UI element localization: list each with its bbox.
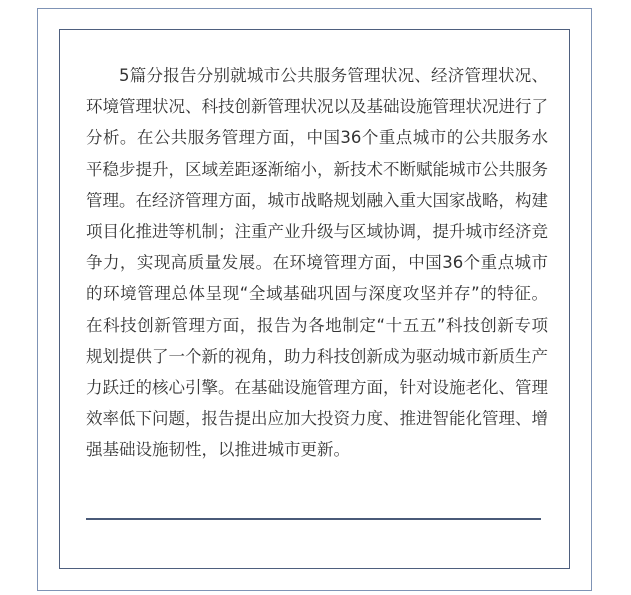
article-paragraph: 5篇分报告分别就城市公共服务管理状况、经济管理状况、环境管理状况、科技创新管理状况以及基础设施管理状况进行了分析。在公共服务管理方面，中国36个重点城市的公共服务水平稳步提升，区域差距逐渐缩小，新技术不断赋能城市公共服务管理。在经济管理方面，城市战略规划融入重大国家战略，构建项目化推进等机制；注重产业升级与区域协调，提升城市经济竞争力，实现高质量发展。在环境管理方面，中国36个重点城市的环境管理总体呈现“全域基础巩固与深度攻坚并存”的特征。在科技创新管理方面，报告为各地制定“十五五”科技创新专项规划提供了一个新的视角，助力科技创新成为驱动城市新质生产力跃迁的核心引擎。在基础设施管理方面，针对设施老化、管理效率低下问题，报告提出应加大投资力度、推进智能化管理、增强基础设施韧性，以推进城市更新。: [86, 66, 548, 460]
bottom-divider: [86, 518, 541, 520]
